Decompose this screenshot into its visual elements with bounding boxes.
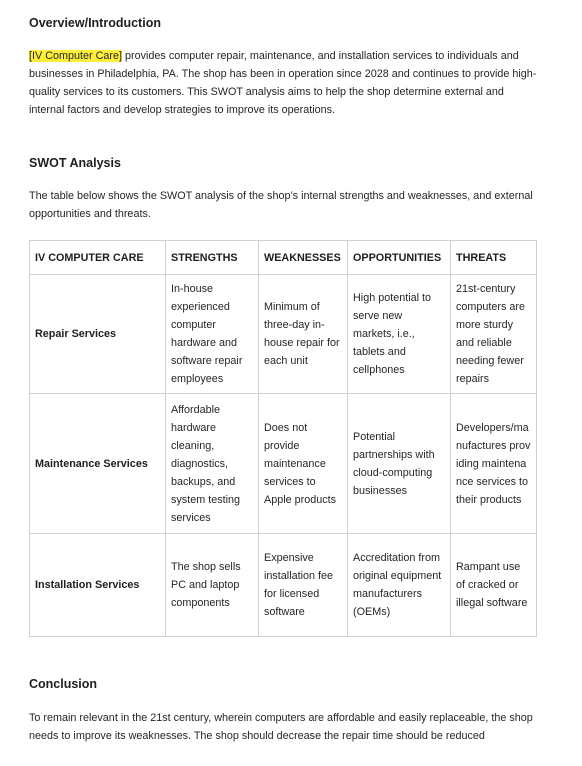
overview-heading: Overview/Introduction <box>29 16 161 30</box>
overview-paragraph <box>29 47 538 119</box>
cell-strength: In-house experienced computer hardware and software repair employees <box>166 275 259 394</box>
table-row <box>30 275 537 394</box>
row-label-maintenance-services: Maintenance Services <box>30 394 166 534</box>
row-label-repair-services: Repair Services <box>30 275 166 394</box>
header-opportunities: OPPORTUNITIES <box>348 241 451 275</box>
company-name-highlight: [IV Computer Care] <box>29 50 123 62</box>
cell-opportunity: Potential partnerships with cloud-computing businesses <box>348 394 451 534</box>
cell-weakness: Minimum of three-day in-house repair for each unit <box>259 275 348 394</box>
swot-header-row <box>30 241 537 275</box>
swot-table <box>29 240 537 637</box>
header-iv-computer-care: IV COMPUTER CARE <box>30 241 166 275</box>
cell-opportunity: Accreditation from original equipment manufacturers (OEMs) <box>348 534 451 637</box>
cell-threat: Rampant use of cracked or illegal software <box>451 534 537 637</box>
conclusion-heading: Conclusion <box>29 677 98 691</box>
cell-strength: Affordable hardware cleaning, diagnostics, backups, and system testing services <box>166 394 259 534</box>
table-row <box>30 534 537 637</box>
cell-threat: 21st-century computers are more sturdy and reliable needing fewer repairs <box>451 275 537 394</box>
overview-text: provides computer repair, maintenance, and installation services to individuals and businesses in Philadelphia, PA. The shop has been in operation since 2028 and continues to provide high-quality services to its customers. This SWOT analysis aims to help the shop determine external and internal factors and develop strategies to improve its operations. <box>29 50 537 116</box>
cell-weakness: Does not provide maintenance services to Apple products <box>259 394 348 534</box>
row-label-installation-services: Installation Services <box>30 534 166 637</box>
header-weaknesses: WEAKNESSES <box>259 241 348 275</box>
cell-opportunity: High potential to serve new markets, i.e., tablets and cellphones <box>348 275 451 394</box>
table-row <box>30 394 537 534</box>
header-threats: THREATS <box>451 241 537 275</box>
swot-intro-paragraph: The table below shows the SWOT analysis of the shop’s internal strengths and weaknesses, and external opportunities and threats. <box>29 190 533 220</box>
cell-weakness: Expensive installation fee for licensed software <box>259 534 348 637</box>
cell-strength: The shop sells PC and laptop components <box>166 534 259 637</box>
swot-heading: SWOT Analysis <box>29 156 121 170</box>
cell-threat: Developers/manufactures providing maintenance services to their products <box>451 394 537 534</box>
header-strengths: STRENGTHS <box>166 241 259 275</box>
conclusion-paragraph: To remain relevant in the 21st century, wherein computers are affordable and easily replaceable, the shop needs to improve its weaknesses. The shop should decrease the repair time should be reduced <box>29 712 533 742</box>
